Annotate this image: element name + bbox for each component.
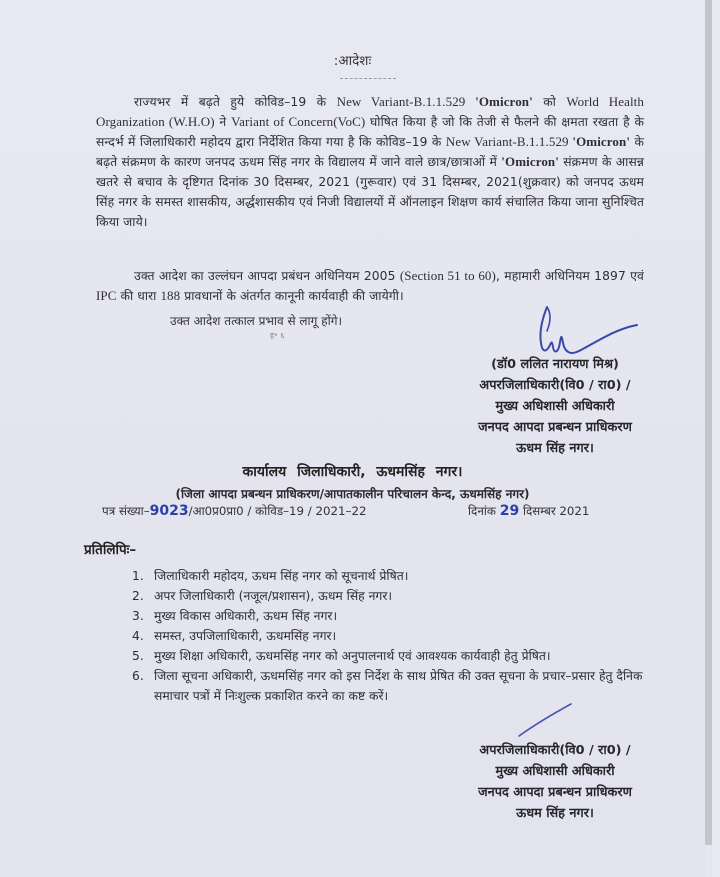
p1-omicron: 'Omicron' bbox=[501, 154, 559, 169]
signatory-block-1 bbox=[430, 354, 680, 459]
signatory-place: ऊधम सिंह नगर। bbox=[516, 441, 594, 456]
item-text: जिलाधिकारी महोदय, ऊधम सिंह नगर को सूचनार्थ प्रेषित। bbox=[154, 569, 409, 583]
item-text: मुख्य शिक्षा अधिकारी, ऊधमसिंह नगर को अनुपालनार्थ एवं आवश्यक कार्यवाही हेतु प्रेषित। bbox=[154, 649, 551, 663]
copy-to-heading: प्रतिलिपिः– bbox=[84, 542, 137, 558]
handwritten-mark: ह॰ ६ bbox=[270, 331, 285, 340]
p2-text: , महामारी अधिनियम 1897 एवं bbox=[495, 269, 644, 283]
letter-number-prefix: पत्र संख्या– bbox=[102, 504, 150, 518]
signatory-org: जनपद आपदा प्रबन्धन प्राधिकरण bbox=[478, 785, 632, 800]
p2-section: (Section 51 to 60) bbox=[399, 268, 496, 283]
p1-omicron: 'Omicron' bbox=[475, 94, 533, 109]
copy-to-item bbox=[132, 646, 652, 666]
p1-text: राज्यभर में बढ़ते हुये कोविड–19 के bbox=[134, 95, 337, 109]
signatory-designation: अपरजिलाधिकारी(वि0 / रा0) / bbox=[479, 378, 631, 393]
signatory-designation: मुख्य अधिशासी अधिकारी bbox=[495, 399, 615, 414]
title-underline bbox=[340, 78, 396, 79]
item-number: 2. bbox=[132, 589, 144, 603]
letter-date-prefix: दिनांक bbox=[468, 504, 500, 518]
p2-text: प्रावधानों के अंतर्गत कानूनी कार्यवाही की जायेगी। bbox=[180, 289, 404, 303]
p1-voc: Variant of Concern(VoC) bbox=[231, 114, 366, 129]
copy-to-item bbox=[132, 606, 652, 626]
signatory-block-2 bbox=[430, 740, 680, 824]
p2-text: उक्त आदेश का उल्लंघन आपदा प्रबंधन अधिनियम 2005 bbox=[134, 269, 400, 283]
office-title: कार्यालय जिलाधिकारी, ऊधमसिंह नगर। bbox=[242, 464, 463, 480]
p1-text: घोषित किया है जो कि तेजी से फैलने की क्षमता रखता है के सन्दर्भ में जिलाधिकारी महोदय द्वारा निर्देशित किया गया है कि कोविड–19 के bbox=[96, 115, 644, 149]
copy-to-list bbox=[132, 566, 652, 706]
item-number: 1. bbox=[132, 569, 144, 583]
item-text: जिला सूचना अधिकारी, ऊधमसिंह नगर को इस निर्देश के साथ प्रेषित की उक्त सूचना के प्रचार–प्रसार हेतु दैनिक समाचार पत्रों में निःशुल्क प्रकाशित करने का कष्ट करें। bbox=[154, 669, 643, 703]
signatory-designation: मुख्य अधिशासी अधिकारी bbox=[495, 764, 615, 779]
item-number: 3. bbox=[132, 609, 144, 623]
p1-text: संक्रमण के आसन्न खतरे से बचाव के दृष्टिगत दिनांक 30 दिसम्बर, 2021 (गुरूवार) एवं 31 दिसम्बर, 2021(शुक्रवार) को जनपद ऊधम सिंह नगर के समस्त शासकीय, अर्द्धशासकीय एवं निजी विद्यालयों में ऑनलाइन शिक्षण कार्य संचालित किया जाना सुनिश्चित किया जाये। bbox=[96, 155, 644, 229]
p1-who: World Health Organization (W.H.O) bbox=[96, 94, 644, 129]
p1-omicron: 'Omicron' bbox=[572, 134, 631, 149]
pen-stroke-mark bbox=[515, 700, 575, 740]
order-paragraph-2 bbox=[96, 266, 644, 306]
scan-edge-strip bbox=[705, 0, 712, 845]
letter-date bbox=[468, 503, 589, 519]
letter-number-suffix: /आ0प्र0प्रा0 / कोविड–19 / 2021–22 bbox=[188, 504, 367, 518]
order-paragraph-1 bbox=[96, 92, 644, 232]
item-text: मुख्य विकास अधिकारी, ऊधम सिंह नगर। bbox=[154, 609, 338, 623]
copy-to-item bbox=[132, 626, 652, 646]
p2-section-no: 188 bbox=[160, 288, 181, 303]
p1-text: ने bbox=[214, 115, 232, 129]
item-number: 4. bbox=[132, 629, 144, 643]
item-text: अपर जिलाधिकारी (नजूल/प्रशासन), ऊधम सिंह नगर। bbox=[154, 589, 393, 603]
scan-margin bbox=[712, 0, 720, 877]
signatory-place: ऊधम सिंह नगर। bbox=[516, 806, 594, 821]
letter-date-suffix: दिसम्बर 2021 bbox=[519, 504, 590, 518]
p2-ipc: IPC bbox=[96, 288, 117, 303]
letter-date-handwritten: 29 bbox=[499, 503, 520, 519]
signatory-org: जनपद आपदा प्रबन्धन प्राधिकरण bbox=[478, 420, 632, 435]
signatory-designation: अपरजिलाधिकारी(वि0 / रा0) / bbox=[479, 743, 631, 758]
letter-number bbox=[102, 503, 366, 519]
p1-variant: New Variant-B.1.1.529 bbox=[336, 94, 476, 109]
p1-text: को bbox=[532, 95, 567, 109]
p2-text: की धारा bbox=[116, 289, 161, 303]
letter-number-handwritten: 9023 bbox=[149, 503, 189, 519]
order-effective-note: उक्त आदेश तत्काल प्रभाव से लागू होंगे। bbox=[170, 314, 343, 328]
p1-variant: New Variant-B.1.1.529 bbox=[445, 134, 573, 149]
document-title: :आदेशः bbox=[333, 53, 372, 69]
office-subtitle: (जिला आपदा प्रबन्धन प्राधिकरण/आपातकालीन परिचालन केन्द, ऊधमसिंह नगर) bbox=[175, 487, 530, 501]
p1-text: के बढ़ते संक्रमण के कारण जनपद ऊधम सिंह नगर के विद्यालय में जाने वाले छात्र/छात्राओं में bbox=[96, 135, 644, 169]
copy-to-item bbox=[132, 566, 652, 586]
item-number: 5. bbox=[132, 649, 144, 663]
copy-to-item bbox=[132, 586, 652, 606]
signatory-name: (डॉ0 ललित नारायण मिश्र) bbox=[491, 357, 619, 372]
item-number: 6. bbox=[132, 669, 144, 683]
item-text: समस्त, उपजिलाधिकारी, ऊधमसिंह नगर। bbox=[154, 629, 337, 643]
